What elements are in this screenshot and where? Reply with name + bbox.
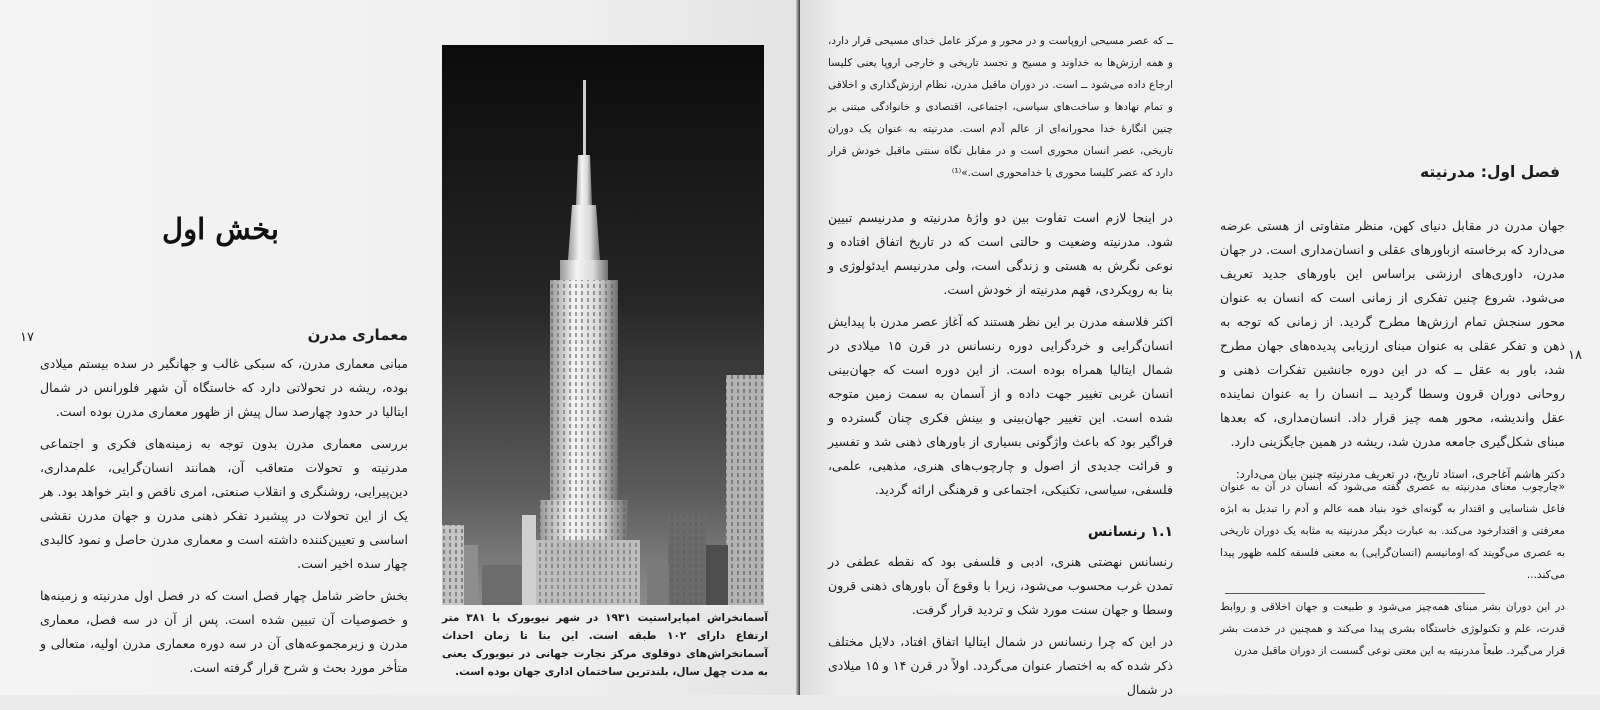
paragraph: اکثر فلاسفه مدرن بر این نظر هستند که آغاز عصر مدرن با پیدایش انسان‌گرایی و خردگرایی دوره رنسانس در قرن ۱۵ میلادی در شمال ایتالیا همراه بوده است. از این دوره است که جهان‌بینی انسان غربی تغییر جهت داده و از آسمان به سمت زمین متوجه شده است. این تغییر جهان‌بینی و بینش فکری چنان گسترده و فراگیر بود که باعث واژگونی بسیاری از باورهای ذهنی شد و تفسیر و قرائت جدیدی از اصول و چارچوب‌های هنری، مذهبی، علمی، فلسفی، سیاسی، تکنیکی، اجتماعی و فرهنگی ارائه گردید. [828, 314, 1173, 497]
aghajari-quote: «چارچوب معنای مدرنیته به عصری گفته می‌شود که انسان در آن به عنوان فاعل شناسایی و اقتدار به گونه‌ای خود بنیاد همه عالم و آدم را تبدیل به ابژه معرفتی و اقتدارخود می‌کند. به عبارت دیگر مدرنیته به مثابه یک دوران تاریخی به عصری می‌گویند که اومانیسم (انسان‌گرایی) به معنی فلسفه کلمه ظهور پیدا می‌کند... [1220, 481, 1565, 581]
right-outer-body-text [1220, 214, 1565, 494]
right-inner-body-text [828, 206, 1173, 510]
paragraph: در این که چرا رنسانس در شمال ایتالیا اتفاق افتاد، دلایل مختلف ذکر شده که به اختصار عنوان می‌گردد. اولاً در قرن ۱۴ و ۱۵ میلادی در شمال [828, 634, 1174, 697]
paragraph: مبانی معماری مدرن، که سبکی غالب و جهانگیر در سده بیستم میلادی بوده، ریشه در تحولاتی دارد که خاستگاه آن شهر فلورانس در شمال ایتالیا در حدود چهارصد سال پیش از ظهور معماری مدرن بوده است. [40, 356, 408, 419]
paragraph: جهان مدرن در مقابل دنیای کهن، منظر متفاوتی از هستی عرضه می‌دارد که برخاسته ازباورهای عقلی و انسان‌مداری است. در جهان مدرن، داوری‌های ارزشی براساس این باورهای جدید تعریف می‌شود. شروع چنین تفکری از زمانی است که انسان به عنوان محور سنجش تمام ارزش‌ها مطرح گردید. از زمانی که توجه به ذهن و تفکر عقلی به عنوان مبنای ارزیابی پدیده‌های جهان مطرح شد، باور به عقل ــ که در این دوره جانشین تفکرات ذهنی و روحانی دوران قرون وسطا گردید ــ انسان را به عنوان نماینده عقل واندیشه، محور همه چیز قرار داد. انسان‌مداری، که بعدها مبنای شکل‌گیری جامعه مدرن شد، ریشه در همین جایگزینی دارد. [1220, 218, 1565, 449]
part-title: بخش اول [162, 212, 279, 246]
paragraph: بخش حاضر شامل چهار فصل است که در فصل اول مدرنیته و زمینه‌ها و خصوصیات آن تبیین شده است. پس از آن در سه فصل، معماری مدرن و زیرمجموعه‌های آن در سه دوره معماری مدرن اولیه، متعالی و متأخر مورد بحث و شرح قرار گرفته است. [40, 588, 408, 675]
paragraph: رنسانس نهضتی هنری، ادبی و فلسفی بود که نقطه عطفی در تمدن غرب محسوب می‌شود، زیرا با وقوع آن باورهای ذهنی قرون وسطا و جهان سنت مورد شک و تردید قرار گرفت. [828, 554, 1173, 617]
left-page [0, 0, 800, 695]
footnote-text: در این دوران بشر مبنای همه‌چیز می‌شود و طبیعت و جهان اخلاقی و روابط قدرت، علم و تکنولوژی خاستگاه بشری پیدا می‌کند و همچنین در خدمت بشر قرار می‌گیرد. طبعاً مدرنیته به این معنی نوعی گسست از دوران ماقبل مدرن [1220, 601, 1565, 657]
left-body-text [40, 352, 408, 688]
right-page [800, 0, 1600, 695]
paragraph: بررسی معماری مدرن بدون توجه به زمینه‌های فکری و اجتماعی مدرنیته و تحولات متعاقب آن، همانند انسان‌گرایی، علم‌مداری، دین‌پیرایی، روشنگری و انقلاب صنعتی، امری ناقص و ابتر خواهد بود. هر یک از این تحولات در پیشبرد تفکر ذهنی مدرن و جهان مدرن نقشی اساسی و تعیین‌کننده داشته است و معماری مدرن حاصل و نمود کالبدی چهار سده اخیر است. [40, 436, 408, 571]
paragraph: در اینجا لازم است تفاوت بین دو واژهٔ مدرنیته و مدرنیسم تبیین شود. مدرنیته وضعیت و حالتی است که در تاریخ اتفاق افتاده و نوعی نگرش به هستی و زندگی است، ولی مدرنیسم ایدئولوژی و بنا به رویکردی، فهم مدرنیته از خودش است. [828, 210, 1173, 297]
photo-caption: آسمانخراش امپایراستیت ۱۹۳۱ در شهر نیویورک با ۳۸۱ متر ارتفاع دارای ۱۰۲ طبقه است. این بنا تا زمان احداث آسمانخراش‌های دوقلوی مرکز تجارت جهانی در نیویورک یعنی به مدت چهل سال، بلندترین ساختمان اداری جهان بوده است. [442, 612, 768, 678]
quote-continuation: ــ که عصر مسیحی اروپاست و در محور و مرکز عامل خدای مسیحی قرار دارد، و همه ارزش‌ها به خداوند و مسیح و تجسد تاریخی و خارجی اروپا یعنی کلیسا ارجاع داده می‌شود ــ است. در دوران ماقبل مدرن، نظام ارزش‌گذاری و اخلاقی و تمام نهادها و ساخت‌های سیاسی، اجتماعی، اقتصادی و خانوادگی مبتنی بر چنین انگارهٔ خدا محورانه‌ای از عالم آدم است. مدرنیته به عنوان یک دوران تاریخی، عصر انسان محوری است و در مقابل نگاه سنتی ماقبل خودش قرار دارد که عصر کلیسا محوری یا خدامحوری است.»⁽¹⁾ [828, 35, 1173, 179]
chapter-title: فصل اول: مدرنیته [1420, 163, 1560, 181]
section-title: معماری مدرن [307, 326, 408, 344]
renaissance-body-text [828, 550, 1173, 710]
page-number-left: ۱۷ [20, 330, 34, 345]
renaissance-section-title: ۱.۱ رنسانس [1087, 524, 1173, 540]
empire-state-building-photo [442, 45, 764, 605]
page-number-right: ۱۸ [1568, 348, 1582, 363]
footnote-divider [1225, 593, 1485, 594]
paragraph: دکتر هاشم آغاجری، استاد تاریخ، در تعریف مدرنیته چنین بیان می‌دارد: [1235, 467, 1565, 481]
